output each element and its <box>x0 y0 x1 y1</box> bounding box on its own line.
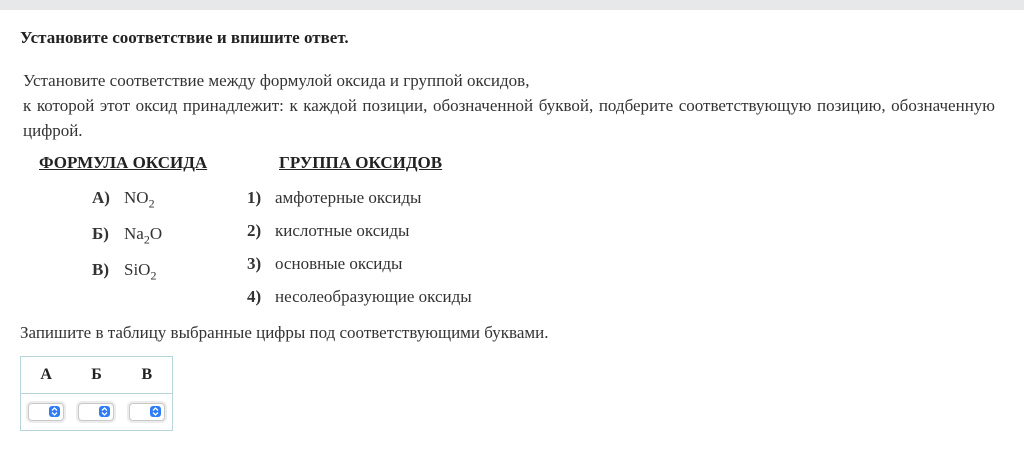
formula-column-header: ФОРМУЛА ОКСИДА <box>39 153 208 172</box>
formula-item-b <box>92 224 162 247</box>
formula-item-a <box>92 188 155 211</box>
group-number: 2) <box>247 221 262 240</box>
task-title: Установите соответствие и впишите ответ. <box>20 28 349 47</box>
formula-subscript: 2 <box>148 196 155 211</box>
formula-subscript: 2 <box>143 232 150 247</box>
group-item-2 <box>247 221 409 241</box>
group-item-1 <box>247 188 421 208</box>
formula-subscript: 2 <box>150 268 157 283</box>
answer-instruction: Запишите в таблицу выбранные цифры под соответствующими буквами. <box>20 323 549 342</box>
group-text: несолеобразующие оксиды <box>275 287 472 306</box>
group-number: 4) <box>247 287 262 306</box>
answer-column-b: Б <box>71 357 121 394</box>
formula-base: NO <box>124 188 149 207</box>
answer-table-header-row <box>21 357 173 394</box>
group-text: основные оксиды <box>275 254 403 273</box>
intro-line-1: Установите соответствие между формулой оксида и группой оксидов, <box>23 71 530 90</box>
answer-cell-b <box>71 394 121 431</box>
formula-letter: А) <box>92 188 110 207</box>
group-number: 1) <box>247 188 262 207</box>
formula-base: Na <box>124 224 144 243</box>
answer-cell-a <box>21 394 72 431</box>
group-item-3 <box>247 254 402 274</box>
formula-letter: В) <box>92 260 109 279</box>
top-bar <box>0 0 1024 10</box>
group-item-4 <box>247 287 472 307</box>
select-arrows-icon <box>99 406 110 417</box>
formula-tail: O <box>149 224 163 243</box>
answer-table-input-row <box>21 394 173 431</box>
formula-letter: Б) <box>92 224 109 243</box>
formula-base: SiO <box>124 260 151 279</box>
intro-line-2: к которой этот оксид принадлежит: к каждой позиции, обозначенной буквой, подберите соответствующую позицию, обозначенную цифрой. <box>23 96 995 140</box>
group-text: кислотные оксиды <box>275 221 410 240</box>
answer-cell-v <box>122 394 173 431</box>
select-arrows-icon <box>49 406 60 417</box>
answer-column-a: А <box>21 357 72 394</box>
select-arrows-icon <box>150 406 161 417</box>
task-description <box>23 68 995 143</box>
group-column-header: ГРУППА ОКСИДОВ <box>279 153 443 172</box>
group-number: 3) <box>247 254 262 273</box>
group-text: амфотерные оксиды <box>275 188 422 207</box>
formula-item-v <box>92 260 156 283</box>
answer-select-b[interactable] <box>78 403 114 421</box>
answer-column-v: В <box>122 357 173 394</box>
answer-select-a[interactable] <box>28 403 64 421</box>
answer-select-v[interactable] <box>129 403 165 421</box>
answer-table <box>20 356 173 431</box>
